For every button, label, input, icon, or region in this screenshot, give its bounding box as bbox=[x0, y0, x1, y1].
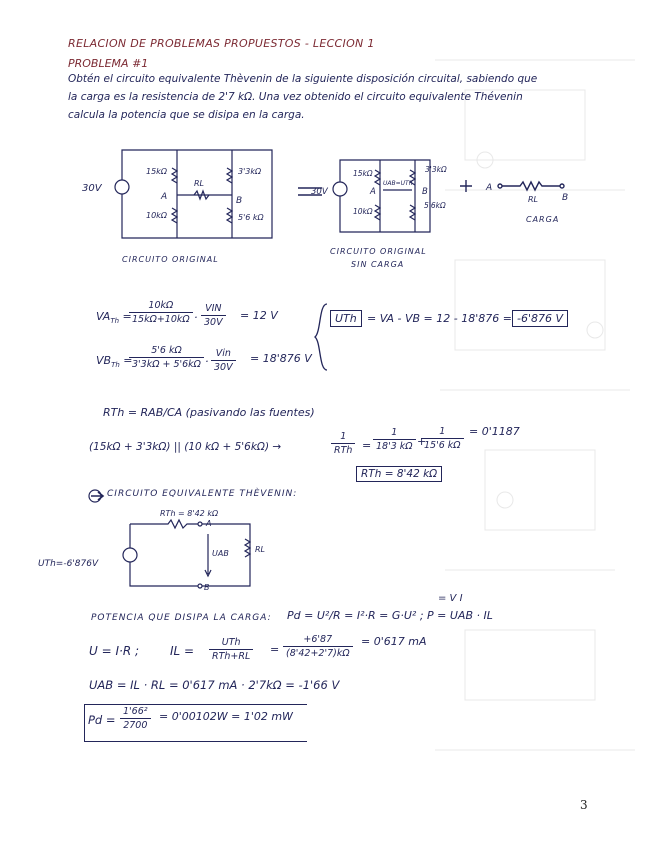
arrow-bullet-icon bbox=[88, 489, 106, 503]
vb-lhs: $VB_{Th}$ = bbox=[96, 354, 133, 370]
va-vin-fraction: VIN 30V bbox=[201, 303, 226, 328]
r3-label: 10kΩ bbox=[353, 207, 373, 216]
rth-inverse-fraction: 1 RTh bbox=[331, 431, 355, 456]
load-diagram bbox=[458, 172, 578, 232]
source-label: 30V bbox=[311, 187, 328, 197]
problem-line-2: la carga es la resistencia de 2'7 kΩ. Una vez obtenido el circuito equivalente Thévenin bbox=[68, 91, 523, 103]
il-lhs: IL = bbox=[170, 644, 195, 658]
va-dot: · bbox=[194, 311, 198, 324]
caption-1: CIRCUITO ORIGINAL bbox=[330, 247, 427, 256]
node-b-label: B bbox=[204, 583, 210, 592]
caption: CIRCUITO ORIGINAL bbox=[122, 255, 219, 264]
r4-label: 5'6kΩ bbox=[424, 201, 446, 210]
rth-plus: + bbox=[417, 435, 427, 448]
r2-label: 3'3kΩ bbox=[425, 165, 447, 174]
node-a-label: A bbox=[206, 519, 212, 528]
uab-calculation: UAB = IL · RL = 0'617 mA · 2'7kΩ = -1'66 V bbox=[89, 678, 340, 692]
r1-label: 15kΩ bbox=[353, 169, 373, 178]
uth-label: UTh=-6'876V bbox=[38, 559, 99, 569]
problem-line-3: calcula la potencia que se disipa en la carga. bbox=[68, 109, 305, 121]
va-lhs: $VA_{Th}$ = bbox=[96, 310, 132, 326]
node-b-label: B bbox=[236, 196, 243, 206]
r4-label: 5'6 kΩ bbox=[238, 213, 264, 222]
node-a-label: A bbox=[486, 183, 493, 193]
open-circuit-diagram bbox=[311, 150, 465, 280]
va-fraction: $\frac{10k\Omega}{15k\Omega+10k\Omega}$ bbox=[129, 300, 193, 325]
r2-label: 3'3kΩ bbox=[238, 167, 262, 176]
r1-label: 15kΩ bbox=[146, 167, 167, 176]
vb-dot: · bbox=[205, 355, 209, 368]
rth-equals: = bbox=[362, 439, 372, 452]
problem-line-1: Obtén el circuito equivalente Thèvenin de la siguiente disposición circuital, sabiendo que bbox=[68, 73, 538, 85]
problem-title: PROBLEMA #1 bbox=[68, 57, 149, 70]
rth-series-parallel: (15kΩ + 3'3kΩ) || (10 kΩ + 5'6kΩ) → bbox=[89, 441, 282, 453]
caption-2: SIN CARGA bbox=[351, 260, 405, 269]
pd-lhs: Pd = bbox=[88, 713, 116, 727]
rl-label: RL bbox=[194, 179, 205, 188]
rl-label: RL bbox=[255, 545, 266, 554]
rth-label: RTh = 8'42 kΩ bbox=[160, 509, 219, 518]
vi-note: = V I bbox=[438, 593, 463, 604]
rth-term-1: $\frac{1}{18'3 k\Omega}$ bbox=[373, 427, 416, 452]
source-label: 30V bbox=[82, 183, 102, 194]
il-fraction-1: UTh RTh+RL bbox=[209, 637, 253, 662]
power-formula: Pd = U²/R = I²·R = G·U² ; P = UAB · IL bbox=[287, 609, 493, 622]
r3-label: 10kΩ bbox=[146, 211, 167, 220]
page-header: RELACION DE PROBLEMAS PROPUESTOS - LECCION 1 bbox=[68, 37, 375, 50]
uth-expression: = VA - VB = 12 - 18'876 = bbox=[367, 312, 512, 325]
page-number: 3 bbox=[580, 798, 588, 812]
node-a-label: A bbox=[161, 192, 168, 202]
uth-lhs: UTh bbox=[330, 310, 362, 327]
il-result: = 0'617 mA bbox=[361, 635, 427, 648]
rth-result: RTh = 8'42 kΩ bbox=[356, 466, 442, 482]
vb-fraction: $\frac{5'6 k\Omega}{3'3k\Omega + 5'6k\Omega}$ bbox=[129, 345, 204, 370]
bleed-through-background bbox=[425, 30, 655, 820]
va-result: = 12 V bbox=[240, 309, 278, 322]
vb-result: = 18'876 V bbox=[250, 352, 312, 365]
node-a-label: A bbox=[370, 187, 376, 197]
rth-definition: RTh = RAB/CA (pasivando las fuentes) bbox=[103, 406, 315, 419]
equivalent-title: CIRCUITO EQUIVALENTE THÈVENIN: bbox=[107, 489, 298, 499]
thevenin-equivalent-diagram bbox=[38, 504, 290, 594]
node-b-label: B bbox=[422, 187, 428, 197]
brace-icon bbox=[311, 302, 331, 372]
uab-label: UAB bbox=[212, 549, 229, 558]
v-label: UAB=UTh bbox=[383, 180, 413, 187]
rth-sum: = 0'1187 bbox=[469, 425, 520, 438]
rth-term-2: $\frac{1}{15'6 k\Omega}$ bbox=[421, 426, 464, 451]
il-fraction-2: $\frac{+6'87}{(8'42+2'7)k\Omega}$ bbox=[283, 634, 353, 659]
pd-fraction: $\frac{\text{1'66²}}{2700}$ bbox=[120, 706, 151, 731]
caption: CARGA bbox=[526, 215, 560, 224]
il-equals: = bbox=[270, 643, 280, 656]
rl-label: RL bbox=[528, 195, 539, 204]
pd-result: = 0'00102W = 1'02 mW bbox=[159, 710, 293, 723]
uth-result: -6'876 V bbox=[512, 310, 568, 327]
power-intro: POTENCIA QUE DISIPA LA CARGA: bbox=[91, 613, 272, 623]
ohm-law: U = I·R ; bbox=[89, 644, 140, 658]
original-circuit-diagram bbox=[82, 140, 287, 270]
node-b-label: B bbox=[562, 193, 569, 203]
vb-vin-fraction: Vin 30V bbox=[211, 348, 236, 373]
